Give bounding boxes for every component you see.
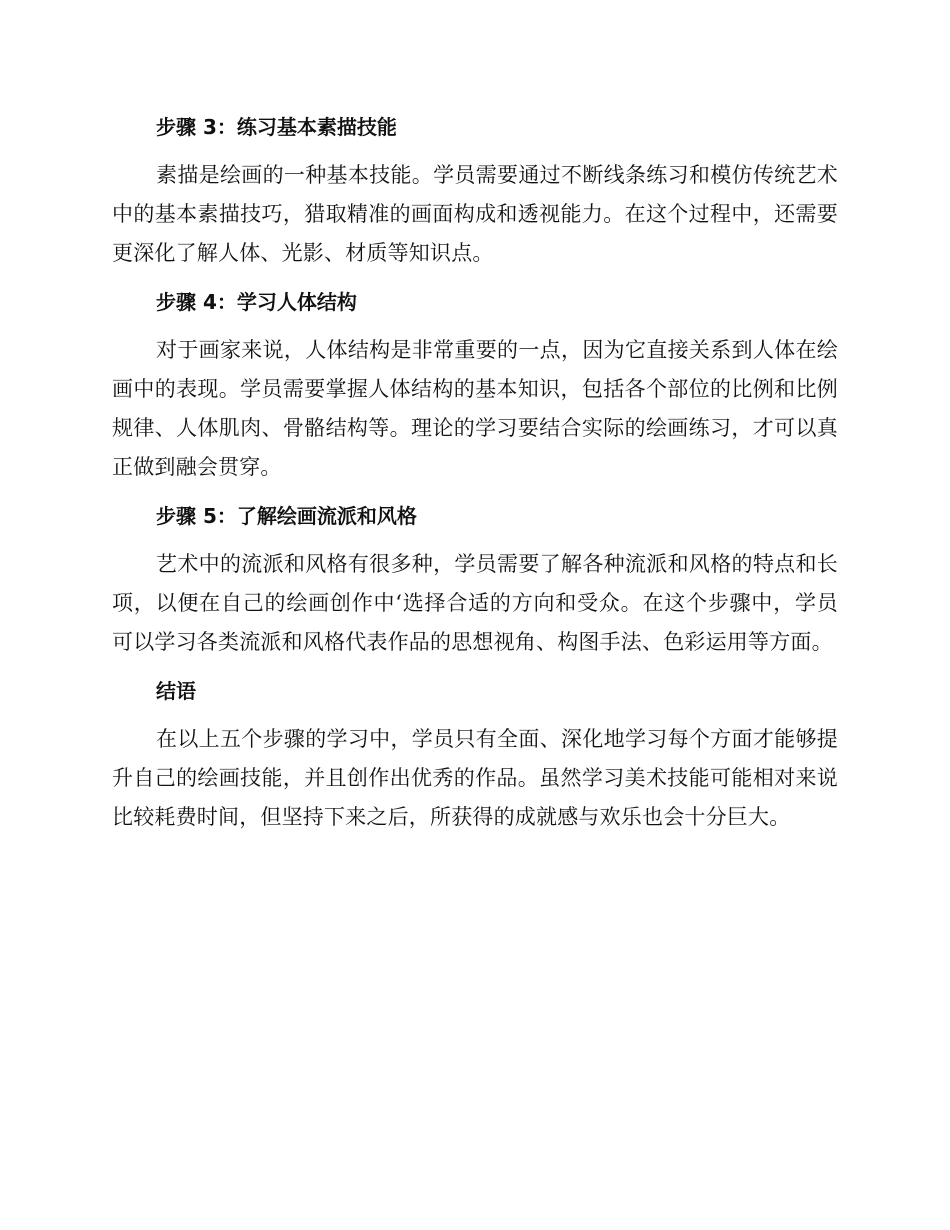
section-body-conclusion: 在以上五个步骤的学习中，学员只有全面、深化地学习每个方面才能够提升自己的绘画技能，并且创作出优秀的作品。虽然学习美术技能可能相对来说比较耗费时间，但坚持下来之后，所获得的成就感与欢乐也会十分巨大。: [112, 727, 838, 829]
section-body-step-3: 素描是绘画的一种基本技能。学员需要通过不断线条练习和模仿传统艺术中的基本素描技巧，猎取精准的画面构成和透视能力。在这个过程中，还需要更深化了解人体、光影、材质等知识点。: [112, 163, 838, 265]
section-heading-conclusion: 结语: [156, 679, 196, 703]
section-body-step-5: 艺术中的流派和风格有很多种，学员需要了解各种流派和风格的特点和长项，以便在自己的绘画创作中‘选择合适的方向和受众。在这个步骤中，学员可以学习各类流派和风格代表作品的思想视角、构图手法、色彩运用等方面。: [112, 552, 838, 654]
section-body-step-4: 对于画家来说，人体结构是非常重要的一点，因为它直接关系到人体在绘画中的表现。学员需要掌握人体结构的基本知识，包括各个部位的比例和比例规律、人体肌肉、骨骼结构等。理论的学习要结合实际的绘画练习，才可以真正做到融会贯穿。: [112, 338, 838, 479]
section-heading-step-4: 步骤 4：学习人体结构: [156, 290, 357, 314]
section-heading-step-5: 步骤 5：了解绘画流派和风格: [156, 504, 417, 528]
section-heading-step-3: 步骤 3：练习基本素描技能: [156, 115, 397, 139]
